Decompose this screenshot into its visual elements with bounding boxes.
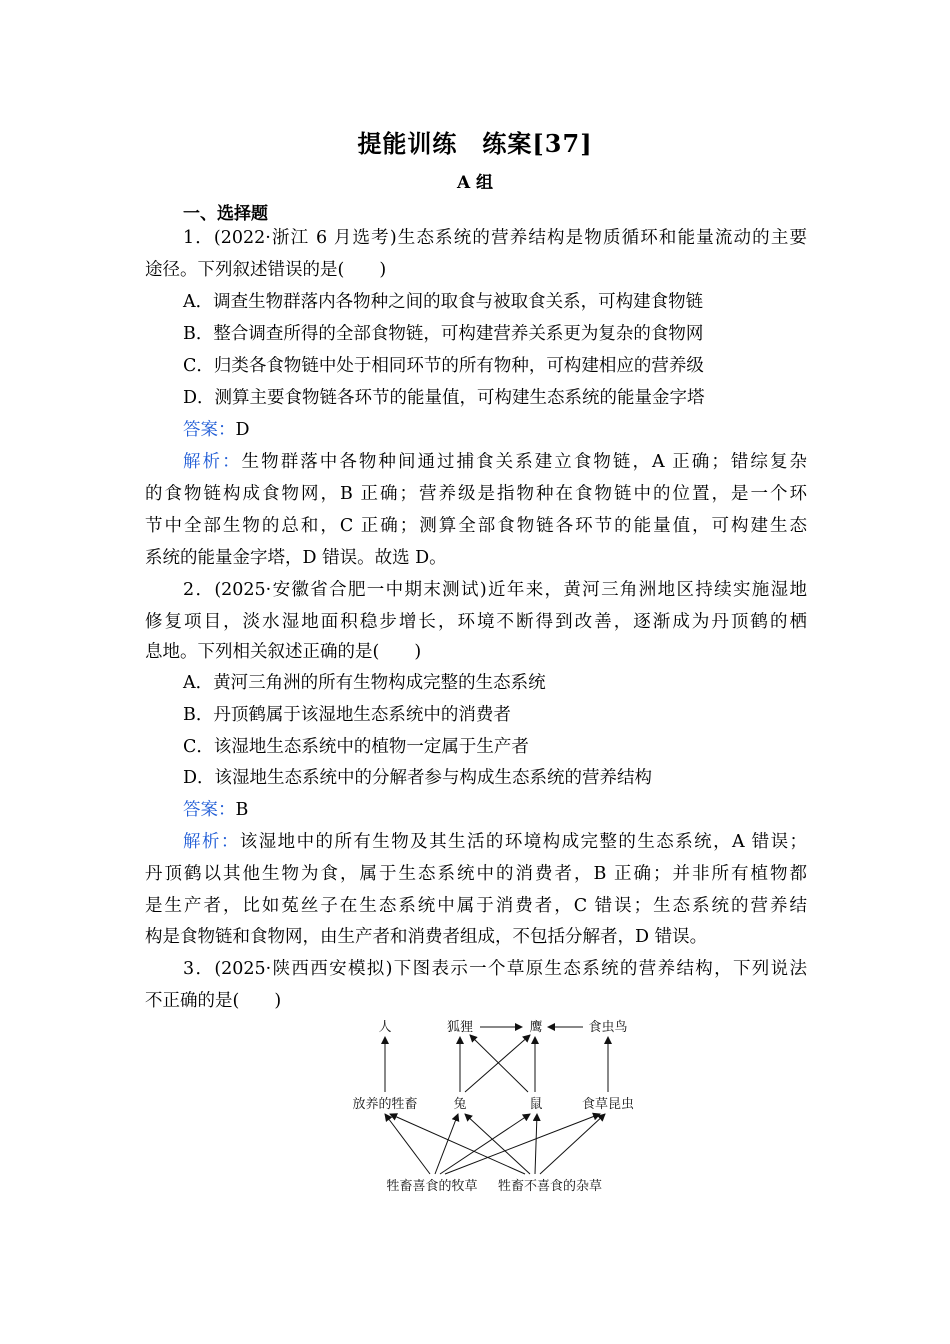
q2-stem-line2: 修复项目，淡水湿地面积稳步增长，环境不断得到改善，逐渐成为丹顶鹤的栖 [145,612,807,632]
q1-stem-line1: 1．(2022·浙江 6 月选考)生态系统的营养结构是物质循环和能量流动的主要 [183,228,807,248]
q1-option-d: D．测算主要食物链各环节的能量值，可构建生态系统的能量金字塔 [183,388,705,408]
q2-stem-line3: 息地。下列相关叙述正确的是( ) [145,642,422,662]
edge-weeds-rabbit [465,1114,530,1174]
answer-label: 答案： [183,800,236,820]
q2-option-a: A．黄河三角洲的所有生物构成完整的生态系统 [183,673,546,693]
q2-answer [183,798,807,822]
analysis-text: 该湿地中的所有生物及其生活的环境构成完整的生态系统，A 错误； [239,832,807,852]
q2-option-d: D．该湿地生态系统中的分解者参与构成生态系统的营养结构 [183,768,653,788]
node-pasture-grass: 牲畜喜食的牧草 [386,1179,478,1194]
edge-pasture-livestock [385,1114,430,1174]
q2-option-c: C．该湿地生态系统中的植物一定属于生产者 [183,737,529,757]
node-weeds: 牲畜不喜食的杂草 [497,1179,603,1194]
q1-analysis-line4: 系统的能量金字塔，D 错误。故选 D。 [145,548,447,568]
q2-analysis-line2: 丹顶鹤以其他生物为食，属于生态系统中的消费者，B 正确；并非所有植物都 [145,864,807,884]
node-insectivorous-bird: 食虫鸟 [588,1020,628,1035]
answer-value: D [235,420,250,440]
analysis-text: 生物群落中各物种间通过捕食关系建立食物链，A 正确；错综复杂 [241,452,808,472]
q1-analysis-line3: 节中全部生物的总和，C 正确；测算全部食物链各环节的能量值，可构建生态 [145,516,807,536]
answer-label: 答案： [183,420,236,440]
edge-mouse-fox [470,1035,528,1092]
analysis-label: 解析： [183,832,240,852]
q1-analysis-line2: 的食物链构成食物网，B 正确；营养级是指物种在食物链中的位置，是一个环 [145,484,807,504]
group-label: A 组 [456,173,494,193]
node-livestock: 放养的牲畜 [352,1097,418,1112]
edge-weeds-mouse [535,1114,537,1174]
page-title: 提能训练 练案[37] [357,129,593,158]
q1-option-b: B．整合调查所得的全部食物链，可构建营养关系更为复杂的食物网 [183,324,704,344]
q2-analysis-line3: 是生产者，比如菟丝子在生态系统中属于消费者，C 错误；生态系统的营养结 [145,896,807,916]
node-herbivorous-insect: 食草昆虫 [581,1097,635,1112]
q1-option-c: C．归类各食物链中处于相同环节的所有物种，可构建相应的营养级 [183,356,704,376]
q3-stem-line2: 不正确的是( ) [145,991,282,1011]
analysis-label: 解析： [183,452,242,472]
edge-rabbit-eagle [465,1035,530,1092]
node-mouse: 鼠 [529,1097,543,1112]
q2-analysis-line1 [183,830,807,854]
edge-weeds-livestock [390,1114,525,1174]
q2-stem-line1: 2．(2025·安徽省合肥一中期末测试)近年来，黄河三角洲地区持续实施湿地 [183,580,807,600]
answer-value: B [235,800,249,820]
section-heading: 一、选择题 [183,204,268,224]
node-rabbit: 兔 [453,1097,467,1112]
q1-option-a: A．调查生物群落内各物种之间的取食与被取食关系，可构建食物链 [183,292,704,312]
node-eagle: 鹰 [529,1020,543,1035]
edge-pasture-rabbit [435,1114,458,1174]
node-fox: 狐狸 [446,1020,474,1035]
q1-stem-line2: 途径。下列叙述错误的是( ) [145,260,387,280]
node-human: 人 [378,1020,392,1035]
edge-pasture-mouse [440,1114,530,1174]
q1-analysis-line1 [183,450,807,474]
edge-pasture-insect [445,1114,600,1174]
food-web-diagram [330,1012,650,1202]
q3-stem-line1: 3．(2025·陕西西安模拟)下图表示一个草原生态系统的营养结构，下列说法 [183,959,807,979]
edge-weeds-insect [540,1114,605,1174]
q2-option-b: B．丹顶鹤属于该湿地生态系统中的消费者 [183,705,511,725]
q1-answer [183,418,807,442]
q2-analysis-line4: 构是食物链和食物网，由生产者和消费者组成，不包括分解者，D 错误。 [145,927,708,947]
